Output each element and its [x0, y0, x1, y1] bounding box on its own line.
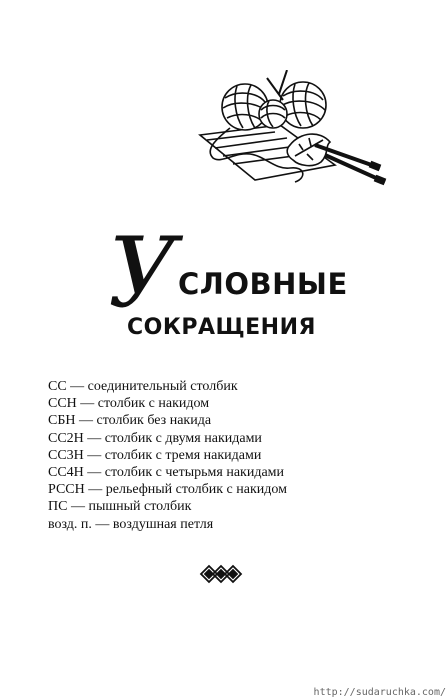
- abbreviation-item: ПС — пышный столбик: [48, 499, 192, 515]
- abbreviation-item: СС2Н — столбик с двумя накидами: [48, 430, 262, 446]
- abbreviation-item: СС3Н — столбик с тремя накидами: [48, 447, 262, 463]
- title-line-1: СЛОВНЫЕ: [178, 267, 348, 301]
- watermark-url: http://sudaruchka.com/: [313, 687, 446, 698]
- abbreviation-item: СС — соединительный столбик: [48, 379, 238, 394]
- abbreviation-item: СБН — столбик без накида: [48, 413, 212, 429]
- abbreviation-item: ССН — столбик с накидом: [48, 396, 210, 412]
- yarn-and-hooks-illustration: [195, 70, 395, 195]
- chapter-title: [0, 217, 448, 355]
- abbreviation-item: РССН — рельефный столбик с накидом: [48, 482, 287, 498]
- title-drop-cap: У: [108, 217, 178, 329]
- abbreviation-item: возд. п. — воздушная петля: [48, 516, 214, 532]
- abbreviation-list: [48, 378, 287, 533]
- diamond-ornament-icon: [198, 561, 244, 587]
- title-line-2: СОКРАЩЕНИЯ: [127, 315, 316, 340]
- abbreviation-item: СС4Н — столбик с четырьмя накидами: [48, 465, 285, 481]
